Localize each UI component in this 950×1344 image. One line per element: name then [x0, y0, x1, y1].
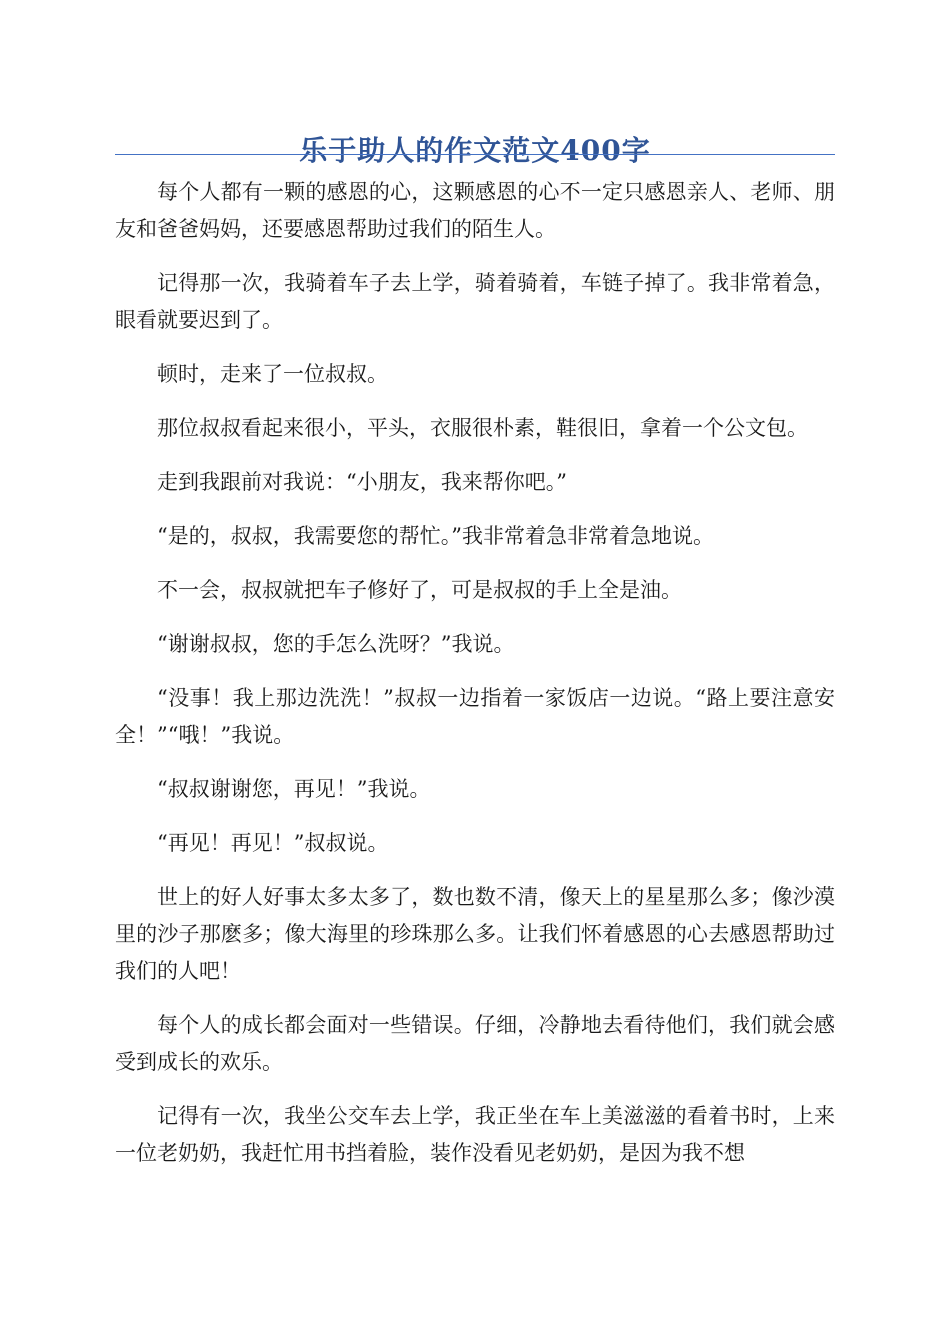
paragraph: 每个人的成长都会面对一些错误。仔细，冷静地去看待他们，我们就会感受到成长的欢乐。: [115, 1013, 835, 1074]
paragraph: 走到我跟前对我说：“小朋友，我来帮你吧。”: [157, 470, 567, 494]
paragraph: 不一会，叔叔就把车子修好了，可是叔叔的手上全是油。: [157, 578, 682, 602]
paragraph: “谢谢叔叔，您的手怎么洗呀？”我说。: [157, 632, 515, 656]
paragraph: “没事！我上那边洗洗！”叔叔一边指着一家饭店一边说。“路上要注意安全！”“哦！”我说。: [115, 686, 835, 747]
paragraph: “再见！再见！”叔叔说。: [157, 831, 389, 855]
paragraph: “是的，叔叔，我需要您的帮忙。”我非常着急非常着急地说。: [157, 524, 714, 548]
document-body: [115, 174, 835, 1189]
paragraph: 那位叔叔看起来很小，平头，衣服很朴素，鞋很旧，拿着一个公文包。: [157, 416, 808, 440]
paragraph: “叔叔谢谢您，再见！”我说。: [157, 777, 431, 801]
document-title: 乐于助人的作文范文400字: [299, 133, 651, 167]
paragraph: 顿时，走来了一位叔叔。: [157, 362, 388, 386]
paragraph: 每个人都有一颗的感恩的心，这颗感恩的心不一定只感恩亲人、老师、朋友和爸爸妈妈，还要感恩帮助过我们的陌生人。: [115, 180, 835, 241]
paragraph: 世上的好人好事太多太多了，数也数不清，像天上的星星那么多；像沙漠里的沙子那麽多；像大海里的珍珠那么多。让我们怀着感恩的心去感恩帮助过我们的人吧！: [115, 885, 835, 983]
title-underline: [115, 154, 835, 155]
paragraph: 记得有一次，我坐公交车去上学，我正坐在车上美滋滋的看着书时，上来一位老奶奶，我赶忙用书挡着脸，装作没看见老奶奶，是因为我不想: [115, 1104, 835, 1165]
paragraph: 记得那一次，我骑着车子去上学，骑着骑着，车链子掉了。我非常着急，眼看就要迟到了。: [115, 271, 835, 332]
